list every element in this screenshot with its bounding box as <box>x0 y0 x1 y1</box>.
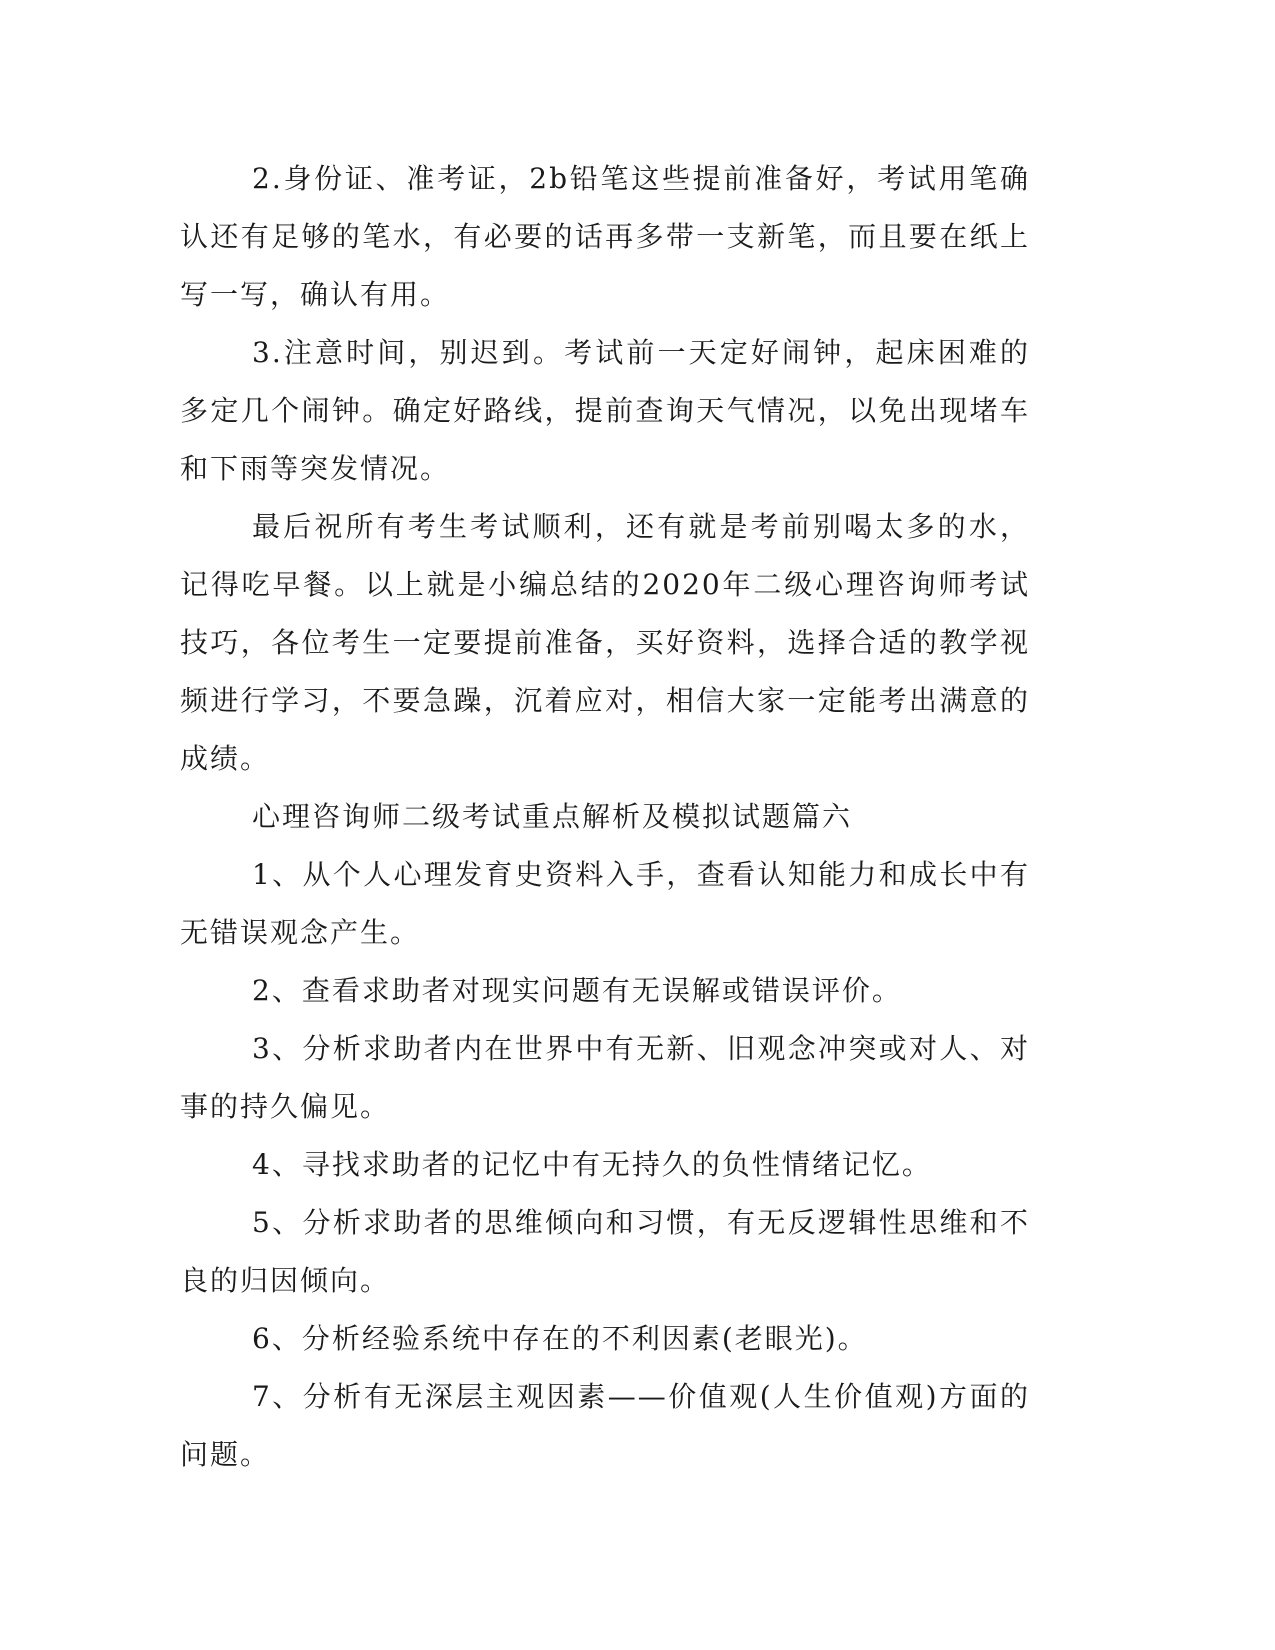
list-item: 1、从个人心理发育史资料入手，查看认知能力和成长中有无错误观念产生。 <box>180 858 1030 949</box>
document-body <box>180 150 1030 1484</box>
paragraph-timing: 3.注意时间，别迟到。考试前一天定好闹钟，起床困难的多定几个闹钟。确定好路线，提前查询天气情况，以免出现堵车和下雨等突发情况。 <box>180 336 1030 485</box>
list-item: 4、寻找求助者的记忆中有无持久的负性情绪记忆。 <box>252 1148 932 1181</box>
section-title: 心理咨询师二级考试重点解析及模拟试题篇六 <box>252 800 853 833</box>
list-item: 5、分析求助者的思维倾向和习惯，有无反逻辑性思维和不良的归因倾向。 <box>180 1206 1030 1297</box>
list-item: 6、分析经验系统中存在的不利因素(老眼光)。 <box>252 1322 868 1355</box>
list-item: 2、查看求助者对现实问题有无误解或错误评价。 <box>252 974 902 1007</box>
paragraph-closing: 最后祝所有考生考试顺利，还有就是考前别喝太多的水，记得吃早餐。以上就是小编总结的2020年二级心理咨询师考试技巧，各位考生一定要提前准备，买好资料，选择合适的教学视频进行学习，不要急躁，沉着应对，相信大家一定能考出满意的成绩。 <box>180 510 1030 775</box>
list-item: 7、分析有无深层主观因素——价值观(人生价值观)方面的问题。 <box>180 1380 1030 1471</box>
paragraph-id-card: 2.身份证、准考证，2b铅笔这些提前准备好，考试用笔确认还有足够的笔水，有必要的话再多带一支新笔，而且要在纸上写一写，确认有用。 <box>180 162 1030 311</box>
list-item: 3、分析求助者内在世界中有无新、旧观念冲突或对人、对事的持久偏见。 <box>180 1032 1030 1123</box>
